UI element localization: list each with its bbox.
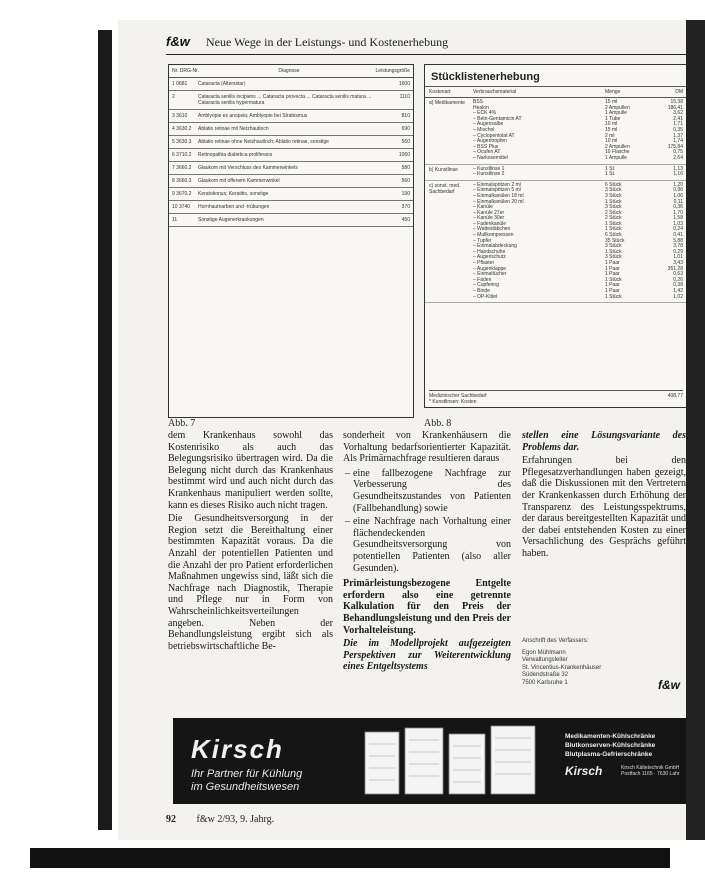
item-name: – Handschuhe (473, 248, 506, 255)
row-number: 1 0681 (172, 81, 188, 87)
item-name: – Augensalbe (473, 121, 504, 128)
row-value: 1060 (398, 152, 410, 158)
col-value: Leistungsgröße (375, 68, 410, 74)
list-item: – eine fallbezogene Nachfrage zur Verbesserung des Gesundheitszustandes von Patienten (Fallbehandlung) sowie (353, 468, 511, 514)
item-name: – Cyclopentolat AT (473, 132, 515, 139)
item-name: – Einmalabdeckung (473, 243, 517, 250)
figure-7-caption: Abb. 7 (168, 418, 196, 429)
table-row (169, 110, 413, 123)
page-number: 92 (166, 814, 176, 825)
ad-slogan-line: im Gesundheitswesen (191, 781, 300, 793)
ad-product-list (565, 732, 655, 759)
item-name: – ECK 4% (473, 110, 497, 117)
item-value: 175,84 (667, 143, 683, 150)
col-diagnose: Diagnose (278, 68, 300, 74)
ad-slogan-line: Ihr Partner für Kühlung (191, 768, 303, 780)
group-qtys (605, 167, 653, 178)
list-item: – eine Nachfrage nach Vorhaltung einer flächendeckenden Gesundheitsversorgung von potentiellen Patienten (also aller Gesunden). (353, 516, 511, 574)
item-value: 1,02 (673, 293, 683, 300)
table-row (169, 175, 413, 188)
text-column-2 (343, 430, 511, 720)
item-qty: 2 Ampullen (605, 143, 630, 150)
row-text: Sonstige Augenerkrankungen (198, 217, 264, 223)
row-text: Cataracta senilis incipiens ... Cataracta provecta ... Cataracta senilis matura ... Cataracta senilis hypermatura (198, 94, 372, 106)
row-value: 560 (401, 139, 410, 145)
journal-logo: f&w (166, 34, 190, 49)
item-value: 0,11 (673, 198, 683, 205)
figure-8-caption: Abb. 8 (424, 418, 452, 429)
figure-8-table (424, 64, 686, 408)
item-qty: 2 Ampullen (605, 104, 630, 111)
item-name: – Einmalkanülen 20 ml (473, 198, 524, 205)
item-qty: 1 Paar (605, 288, 620, 294)
item-qty: 15 ml (605, 126, 618, 133)
row-text: Hornhautnarben und -trübungen (198, 204, 270, 210)
item-qty: 2 Stück (605, 209, 622, 216)
item-name: – Einmaltücher (473, 271, 507, 278)
item-qty: 1 Paar (605, 260, 620, 267)
table-row (169, 149, 413, 162)
running-header (166, 32, 686, 55)
item-value: 0,75 (673, 149, 683, 156)
item-qty: 1 Stück (605, 220, 622, 227)
end-logo: f&w (658, 678, 680, 692)
item-qty: 35 Stück (605, 237, 625, 244)
item-qty: 1 Paar (605, 271, 620, 278)
item-name: – Binde (473, 288, 490, 294)
row-value: 810 (401, 113, 410, 119)
table-header (425, 86, 686, 98)
table-row (169, 136, 413, 149)
figure-8-title: Stücklistenerhebung (431, 71, 540, 83)
item-qty: 3 Stück (605, 254, 622, 261)
row-text: Cataracta (Altersstar) (198, 81, 246, 87)
row-number: 5 3630.3 (172, 139, 192, 145)
item-value: 0,96 (673, 187, 683, 194)
row-text: Glaukom mit Verschluss des Kammerwinkels (198, 165, 298, 171)
table-body (425, 98, 686, 303)
row-number: 6 3710.2 (172, 152, 192, 158)
group-values (653, 183, 683, 300)
row-number: 7 3660.2 (172, 165, 192, 171)
item-value: 351,28 (667, 265, 683, 272)
page-footer (166, 814, 274, 825)
col-nr: Nr. DRG-Nr. (172, 68, 199, 74)
item-qty: 2 Stück (605, 215, 622, 222)
item-name: – Betn-Gentamicin AT (473, 115, 522, 122)
col-value: DM (675, 89, 683, 95)
author-name: Egon Mühlmann (522, 649, 566, 656)
item-qty: 6 Stück (605, 232, 622, 239)
paragraph: Die Gesundheitsversorgung in der Region setzt die Bereithaltung einer bestimmten Kapazität voraus. Da die Anzahl der potentiellen Patienten und die Anzahl der pro Patient erforderlichen Maßnahmen ungewiss sind, läßt sich die Nachfrage nach Diagnostik, Therapie und Pflege nur in Form von Wahrscheinlichkeitsverteilungen angeben. Neben der Behandlungsleistung ergibt sich als betriebswirtschaftliche Be- (168, 513, 333, 652)
item-value: 1,06 (673, 192, 683, 199)
group-items (473, 183, 605, 300)
row-value: 190 (401, 191, 410, 197)
refrigerators-image (361, 724, 541, 798)
item-value: 1,13 (673, 165, 683, 172)
group-name: c) sonst. med. Sachbedarf (429, 182, 461, 195)
item-name: – Miochol (473, 126, 495, 133)
item-value: 0,38 (673, 282, 683, 289)
ad-address-line: Postfach 1165 · 7630 Lahr (621, 771, 680, 777)
col-item: Verbrauchsmaterial (473, 89, 517, 95)
item-value: 3,43 (673, 260, 683, 267)
row-text: Retinopathia diabetica proliferans (198, 152, 273, 158)
item-value: 0,24 (673, 226, 683, 233)
group-values (653, 167, 683, 178)
table-row (169, 214, 413, 227)
group-row (425, 98, 686, 165)
item-value: 186,41 (667, 104, 683, 111)
item-qty: 3 Stück (605, 243, 622, 250)
ad-product: Blutplasma-Gefrierschränke (565, 751, 653, 758)
row-text: Glaukom mit offenem Kammerwinkel (198, 178, 280, 184)
paragraph-bold-italic: stellen eine Lösungsvariante des Problems dar. (522, 430, 686, 453)
col-group: Kostenart (429, 89, 451, 95)
item-name: – OP-Kittel (473, 293, 498, 300)
item-qty: 1 Tube (605, 115, 621, 122)
item-value: 1,03 (673, 220, 683, 227)
item-qty: 1 St. (605, 165, 616, 172)
item-name: – Augenschutz (473, 254, 506, 261)
item-qty: 15 ml (605, 99, 618, 105)
table-row (169, 162, 413, 175)
item-qty: 10 Flasche (605, 149, 630, 156)
group-qtys (605, 100, 653, 162)
item-value: 0,29 (673, 248, 683, 255)
item-name: – Mullkompressen (473, 232, 514, 239)
item-qty: 1 Stück (605, 226, 622, 233)
row-number: 4 3630.2 (172, 126, 192, 132)
author-label: Anschrift des Verfassers: (522, 638, 589, 644)
ad-product: Blutkonserven-Kühlschränke (565, 742, 656, 749)
item-qty: 1 St. (605, 171, 616, 178)
item-value: 0,63 (673, 271, 683, 278)
item-value: 1,01 (673, 254, 683, 261)
item-value: 1,37 (673, 132, 683, 139)
author-street: Südendstraße 32 (522, 672, 569, 678)
running-header-title: Neue Wege in der Leistungs- und Kostenerhebung (206, 35, 449, 49)
row-value: 690 (401, 126, 410, 132)
row-number: 8 3660.3 (172, 178, 192, 184)
item-qty: 3 Stück (605, 192, 622, 199)
author-org: St. Vincentius-Krankenhäuser (522, 664, 602, 671)
table-body (169, 78, 413, 227)
ad-address-line: Kirsch Kältetechnik GmbH (621, 765, 680, 771)
item-qty: 1 Ampulle (605, 110, 627, 117)
item-name: – Einmalspritzen 2 ml (473, 181, 521, 188)
item-value: 0,36 (673, 204, 683, 211)
row-value: 1110 (399, 94, 410, 100)
group-items (473, 167, 605, 178)
footer-note: * Kunstlinsen: Kosten (429, 399, 477, 405)
item-value: 15,38 (670, 99, 683, 105)
item-name: Healon (473, 104, 489, 111)
item-qty: 3 Stück (605, 204, 622, 211)
footer-label: Medizinischer Sachbedarf (429, 393, 487, 399)
item-value: 1,74 (673, 138, 683, 145)
paragraph: sonderheit von Krankenhäusern die Vorhaltung bedarfsorientierter Kapazität. Als Primärnachfrage resultieren daraus (343, 430, 511, 465)
journal-issue: f&w 2/93, 9. Jahrg. (196, 814, 275, 825)
paragraph-bold-italic: Die im Modellprojekt aufgezeigten Perspektiven zur Weiterentwicklung eines Entgeltsystems (343, 638, 511, 673)
book-spine (98, 30, 112, 830)
item-value: 1,42 (673, 288, 683, 294)
item-name: – Einmalspritzen 5 ml (473, 187, 521, 194)
item-name: BSS (473, 99, 484, 105)
table-row (169, 91, 413, 110)
item-name: – Augentropfen (473, 138, 507, 145)
item-qty: 1 Stück (605, 198, 622, 205)
paragraph: dem Krankenhaus sowohl das Kostenrisiko als auch das Belegungsrisiko übertragen wird. Da die Belegung nicht durch das Krankenhaus bestimmt wird und auch nicht durch das Krankenhaus manipuliert werden sollte, kann es dieses Risiko auch nicht tragen. (168, 430, 333, 511)
ad-brand: Kirsch (191, 734, 284, 764)
item-name: – Ocufen AT (473, 149, 501, 156)
item-name: – Fadenkanüle (473, 220, 507, 227)
item-name: – Fäden (473, 276, 492, 283)
group-row (425, 165, 686, 181)
item-name: – Augenklappe (473, 265, 507, 272)
row-value: 560 (401, 178, 410, 184)
col-qty: Menge (605, 89, 621, 95)
row-text: Ablatio retinae mit Netzhautloch (198, 126, 269, 132)
scan-background (0, 0, 106, 876)
author-role: Verwaltungsleiter (522, 657, 568, 663)
item-name: – Kunstlinse 1 (473, 165, 505, 172)
item-value: 1,70 (673, 209, 683, 216)
advertisement-banner (173, 718, 686, 804)
item-qty: 3 Stück (605, 187, 622, 194)
group-qtys (605, 183, 653, 300)
item-value: 1,71 (673, 121, 683, 128)
row-value: 450 (401, 217, 410, 223)
group-values (653, 100, 683, 162)
document-page (118, 20, 686, 840)
row-value: 580 (401, 165, 410, 171)
item-value: 3,78 (673, 243, 683, 250)
text-column-1 (168, 430, 333, 720)
item-name: – Narkosemittel (473, 154, 508, 161)
item-qty: 1 Paar (605, 282, 620, 289)
group-name: b) Kunstlinse (429, 166, 458, 173)
item-qty: 1 Stück (605, 276, 622, 283)
item-name: – Kunstlinse 2 (473, 171, 505, 178)
item-qty: 10 ml (605, 121, 618, 128)
item-value: 2,41 (673, 115, 683, 122)
item-value: 1,16 (673, 171, 683, 178)
ad-product: Medikamenten-Kühlschränke (565, 733, 656, 740)
item-qty: 6 Stück (605, 181, 622, 188)
footer-total: 408,77 (667, 393, 683, 399)
group-name: a) Medikamente (429, 100, 465, 106)
group-row (425, 181, 686, 303)
figure-7-table (168, 64, 414, 418)
item-name: – Wattestäbchen (473, 226, 511, 233)
table-row (169, 188, 413, 201)
group-items (473, 100, 605, 162)
item-name: – BSS Plus (473, 143, 499, 150)
ad-slogan (191, 768, 302, 794)
item-name: – Tupfer (473, 237, 492, 244)
row-text: Amblyopie ex anopsia; Amblyopie bei Strabismus (198, 113, 308, 119)
item-value: 3,62 (673, 110, 683, 117)
item-value: 2,64 (673, 154, 683, 161)
item-qty: 1 Paar (605, 265, 620, 272)
table-header (169, 65, 413, 78)
author-city: 7500 Karlsruhe 1 (522, 679, 568, 686)
bullet-list (343, 468, 511, 574)
item-value: 0,26 (673, 276, 683, 283)
item-qty: 2 ml (605, 132, 615, 139)
row-number: 10 3740 (172, 204, 191, 210)
item-name: – Einmalkanülen 18 ml (473, 192, 524, 199)
row-value: 1600 (398, 81, 410, 87)
ad-address (621, 765, 680, 777)
scan-bottom-edge (30, 848, 670, 868)
item-name: – Pflaster (473, 260, 495, 267)
table-row (169, 201, 413, 214)
item-name: – Kanüle 30er (473, 215, 505, 222)
row-number: 9 3670.2 (172, 191, 192, 197)
item-value: 0,41 (673, 232, 683, 239)
row-number: 11 (172, 217, 178, 223)
item-name: – Kanüle 27er (473, 209, 505, 216)
item-value: 1,20 (673, 181, 683, 188)
item-qty: 10 ml (605, 138, 618, 145)
item-name: – Kanüle (473, 204, 493, 211)
item-qty: 1 Ampulle (605, 154, 627, 161)
paragraph: Erfahrungen bei den Pflegesatzverhandlungen haben gezeigt, daß die Diskussionen mit den Vertretern der Krankenkassen durch Erhöhung der Transparenz des Leistungsspektrums, der daraus bereitgestellten Kapazität und der dabei entstehenden Kosten zu einer Versachlichung des Gesprächs geführt haben. (522, 455, 686, 559)
item-value: 5,88 (673, 237, 683, 244)
item-name: – Cupfering (473, 282, 499, 289)
row-number: 3 3610 (172, 113, 188, 119)
paragraph-bold: Primärleistungsbezogene Entgelte erfordern also eine getrennte Kalkulation für den Preis der Behandlungsleistung und den Preis der Vorhalteleistung. (343, 578, 511, 636)
item-qty: 1 Stück (605, 293, 622, 300)
table-row (169, 78, 413, 91)
row-number: 2 (172, 94, 175, 100)
ad-brand-small: Kirsch (565, 764, 603, 778)
item-value: 0,35 (673, 126, 683, 133)
item-qty: 1 Stück (605, 248, 622, 255)
table-row (169, 123, 413, 136)
item-value: 1,58 (673, 215, 683, 222)
row-text: Ablatio retinae ohne Netzhautloch; Ablatio retinae, sonstige (198, 139, 329, 145)
row-text: Keratokonus; Keratitis, sonstige (198, 191, 269, 197)
row-value: 370 (401, 204, 410, 210)
table-footer (429, 390, 683, 405)
